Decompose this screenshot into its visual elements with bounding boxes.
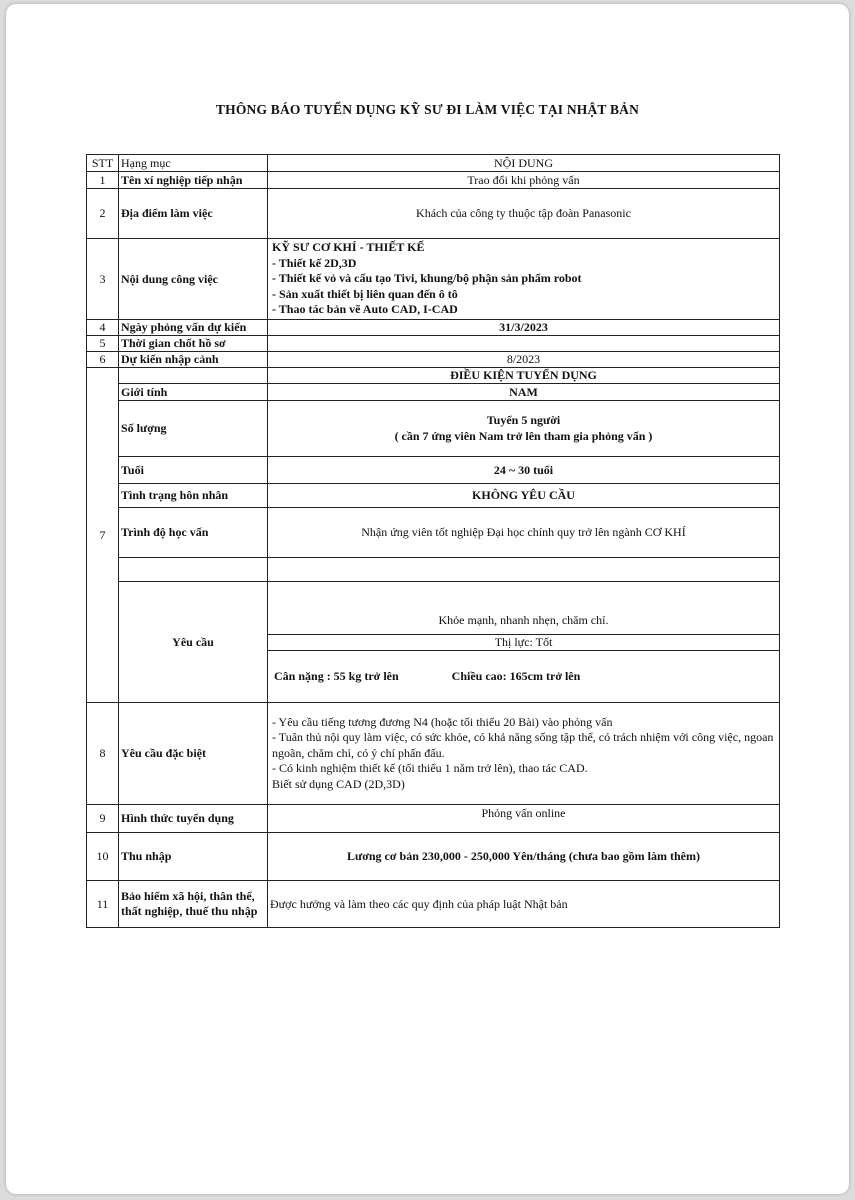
table-row: [87, 384, 780, 401]
table-row: [87, 457, 780, 484]
row-label: Yêu cầu đặc biệt: [119, 703, 268, 805]
row-number: 8: [87, 703, 119, 805]
row-value: KHÔNG YÊU CẦU: [268, 484, 780, 508]
table-row: [87, 401, 780, 457]
row-number: 4: [87, 320, 119, 336]
job-content: [268, 239, 780, 320]
row-label: Nội dung công việc: [119, 239, 268, 320]
special-line: Biết sử dụng CAD (2D,3D): [272, 776, 405, 791]
row-value: Khách của công ty thuộc tập đoàn Panasonic: [268, 189, 780, 239]
special-line: - Có kinh nghiệm thiết kế (tối thiểu 1 năm trở lên), thao tác CAD.: [272, 761, 588, 776]
row-value: NAM: [268, 384, 780, 401]
job-line: - Thiết kế 2D,3D: [272, 255, 357, 270]
row-number: 2: [87, 189, 119, 239]
header-stt: STT: [87, 155, 119, 172]
body-requirements: [268, 651, 780, 703]
header-content: NỘI DUNG: [268, 155, 780, 172]
empty-cell: [268, 558, 780, 582]
row-label: Dự kiến nhập cảnh: [119, 352, 268, 368]
job-line: - Thao tác bản vẽ Auto CAD, I-CAD: [272, 302, 458, 317]
row-label: Tên xí nghiệp tiếp nhận: [119, 172, 268, 189]
job-line: KỸ SƯ CƠ KHÍ - THIẾT KẾ: [272, 240, 425, 255]
conditions-heading: ĐIỀU KIỆN TUYỂN DỤNG: [268, 368, 780, 384]
vision-requirement: Thị lực: Tốt: [268, 635, 780, 651]
weight-requirement: Cân nặng : 55 kg trở lên: [274, 669, 399, 683]
requirements-label: Yêu cầu: [119, 582, 268, 703]
row-label: Thu nhập: [119, 833, 268, 881]
special-line: - Yêu cầu tiếng tương đương N4 (hoặc tối thiểu 20 Bài) vào phỏng vấn: [272, 714, 613, 729]
header-category: Hạng mục: [119, 155, 268, 172]
row-number: 9: [87, 805, 119, 833]
table-row: [87, 320, 780, 336]
row-number: 5: [87, 336, 119, 352]
special-line: - Tuân thủ nội quy làm việc, có sức khỏe, có khả năng sống tập thể, có trách nhiệm với công việc, ngoan ngoãn, chăm chỉ, có ý chí phấn đấu.: [272, 730, 774, 760]
row-label: Hình thức tuyển dụng: [119, 805, 268, 833]
quantity-value: [268, 401, 780, 457]
spacer-row: [87, 558, 780, 582]
row-label: Tuổi: [119, 457, 268, 484]
health-requirement: Khỏe mạnh, nhanh nhẹn, chăm chỉ.: [268, 582, 780, 635]
row-number: 1: [87, 172, 119, 189]
table-header-row: [87, 155, 780, 172]
row-value: 31/3/2023: [268, 320, 780, 336]
quantity-line: ( cần 7 ứng viên Nam trở lên tham gia phỏng vấn ): [394, 428, 653, 443]
table-row: [87, 881, 780, 928]
document-title: THÔNG BÁO TUYỂN DỤNG KỸ SƯ ĐI LÀM VIỆC TẠI NHẬT BẢN: [215, 102, 640, 117]
recruitment-table: [86, 154, 780, 928]
row-value: Phỏng vấn online: [268, 805, 780, 833]
height-requirement: Chiều cao: 165cm trở lên: [451, 669, 581, 683]
row-value: Nhận ứng viên tốt nghiệp Đại học chính quy trở lên ngành CƠ KHÍ: [268, 508, 780, 558]
requirements-row: [87, 582, 780, 635]
empty-cell: [119, 558, 268, 582]
job-line: - Sản xuất thiết bị liên quan đến ô tô: [272, 286, 458, 301]
row-number: 7: [87, 368, 119, 703]
row-label: Bảo hiểm xã hội, thân thể, thất nghiệp, thuế thu nhập: [119, 881, 268, 928]
row-label: Giới tính: [119, 384, 268, 401]
row-number: 10: [87, 833, 119, 881]
row-label: Số lượng: [119, 401, 268, 457]
row-label: Ngày phỏng vấn dự kiến: [119, 320, 268, 336]
table-row: [87, 484, 780, 508]
table-row: [87, 189, 780, 239]
table-row: [87, 336, 780, 352]
row-value: Trao đổi khi phỏng vấn: [268, 172, 780, 189]
conditions-heading-row: [87, 368, 780, 384]
row-number: 6: [87, 352, 119, 368]
special-requirements: [268, 703, 780, 805]
row-value: 8/2023: [268, 352, 780, 368]
document-page: [6, 4, 849, 1194]
row-label: Thời gian chốt hồ sơ: [119, 336, 268, 352]
row-value: Lương cơ bản 230,000 - 250,000 Yên/tháng (chưa bao gồm làm thêm): [268, 833, 780, 881]
table-row: [87, 508, 780, 558]
row-value: Được hưởng và làm theo các quy định của pháp luật Nhật bản: [268, 881, 780, 928]
row-number: 3: [87, 239, 119, 320]
quantity-line: Tuyển 5 người: [486, 413, 561, 427]
row-number: 11: [87, 881, 119, 928]
table-row: [87, 239, 780, 320]
row-value: 24 ~ 30 tuổi: [268, 457, 780, 484]
row-value: [268, 336, 780, 352]
row-label: Tình trạng hôn nhân: [119, 484, 268, 508]
empty-cell: [119, 368, 268, 384]
table-row: [87, 833, 780, 881]
table-row: [87, 352, 780, 368]
table-row: [87, 805, 780, 833]
row-label: Trình độ học vấn: [119, 508, 268, 558]
table-row: [87, 703, 780, 805]
row-label: Địa điểm làm việc: [119, 189, 268, 239]
job-line: - Thiết kế vỏ và cấu tạo Tivi, khung/bộ phận sản phẩm robot: [272, 271, 582, 286]
table-row: [87, 172, 780, 189]
